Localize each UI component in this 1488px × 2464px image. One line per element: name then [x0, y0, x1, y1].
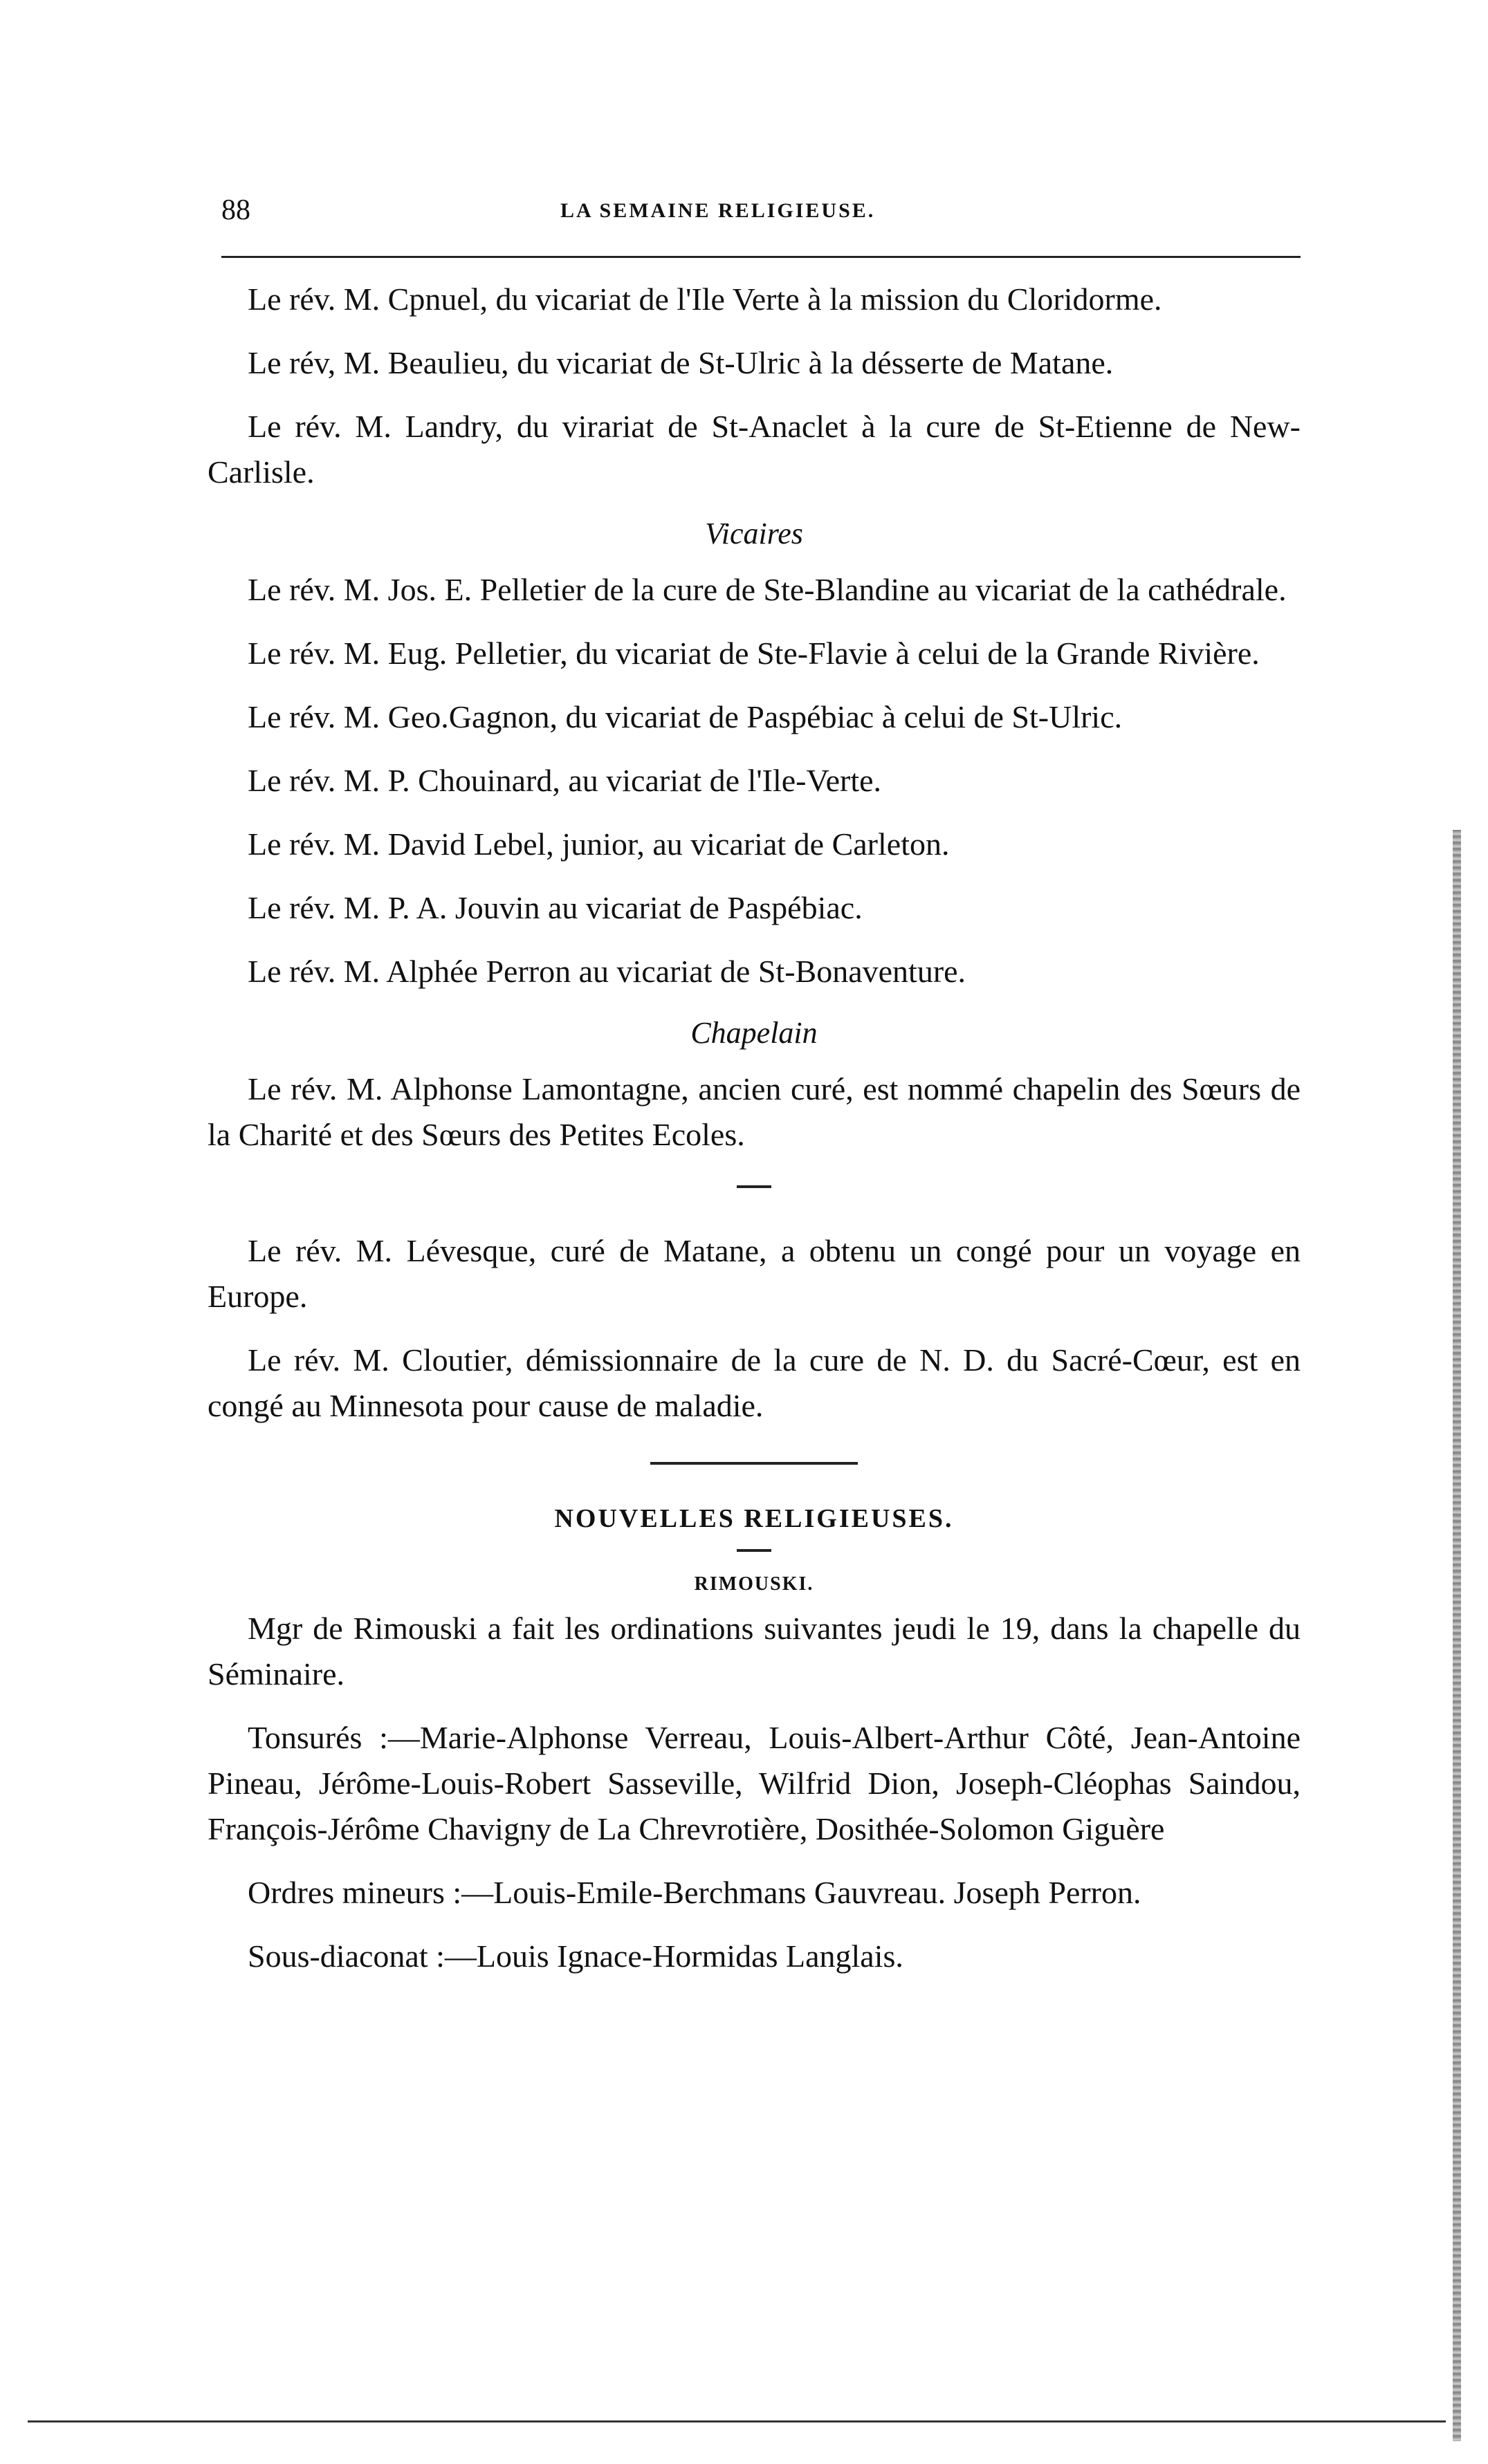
conge-entry: Le rév. M. Cloutier, démissionnaire de la cure de N. D. du Sacré-Cœur, est en congé au Minnesota pour cause de maladie. — [208, 1342, 1301, 1423]
conge-entry: Le rév. M. Lévesque, curé de Matane, a obtenu un congé pour un voyage en Europe. — [208, 1233, 1301, 1314]
page-number: 88 — [221, 194, 250, 226]
section-divider-long — [650, 1462, 858, 1465]
section-divider — [737, 1185, 771, 1188]
nouvelles-entry: Mgr de Rimouski a fait les ordinations suivantes jeudi le 19, dans la chapelle du Séminaire. — [208, 1611, 1301, 1692]
section-heading-vicaires: Vicaires — [705, 517, 803, 550]
vicaire-entry: Le rév. M. P. Chouinard, au vicariat de l'Ile-Verte. — [248, 763, 882, 798]
section-heading-nouvelles: NOUVELLES RELIGIEUSES. — [554, 1504, 954, 1533]
appointment-entry: Le rév. M. Landry, du virariat de St-Anaclet à la cure de St-Etienne de New-Carlisle. — [208, 409, 1301, 490]
nouvelles-entry: Tonsurés :—Marie-Alphonse Verreau, Louis-Albert-Arthur Côté, Jean-Antoine Pineau, Jérôme-Louis-Robert Sasseville, Wilfrid Dion, Joseph-Cléophas Saindou, François-Jérôme Chavigny de La Chrevrotière, Dosithée-Solomon Giguère — [208, 1720, 1301, 1846]
subheading-rimouski: RIMOUSKI. — [694, 1573, 814, 1595]
nouvelles-entry: Sous-diaconat :—Louis Ignace-Hormidas Langlais. — [248, 1938, 903, 1974]
page-edge-shadow — [1453, 830, 1461, 2441]
heading-divider — [737, 1549, 771, 1552]
vicaire-entry: Le rév. M. David Lebel, junior, au vicariat de Carleton. — [248, 826, 950, 862]
running-title: LA SEMAINE RELIGIEUSE. — [560, 199, 876, 222]
page-header — [221, 194, 1301, 235]
vicaire-entry: Le rév. M. Geo.Gagnon, du vicariat de Paspébiac à celui de St-Ulric. — [248, 699, 1123, 734]
bottom-edge-line — [28, 2420, 1446, 2423]
vicaire-entry: Le rév. M. P. A. Jouvin au vicariat de Paspébiac. — [248, 890, 863, 925]
header-rule — [221, 256, 1301, 258]
page-content — [208, 277, 1301, 1997]
appointment-entry: Le rév. M. Cpnuel, du vicariat de l'Ile Verte à la mission du Cloridorme. — [248, 281, 1162, 317]
appointment-entry: Le rév, M. Beaulieu, du vicariat de St-Ulric à la désserte de Matane. — [248, 345, 1114, 380]
vicaire-entry: Le rév. M. Alphée Perron au vicariat de St-Bonaventure. — [248, 954, 966, 989]
vicaire-entry: Le rév. M. Eug. Pelletier, du vicariat de Ste-Flavie à celui de la Grande Rivière. — [248, 636, 1260, 671]
nouvelles-entry: Ordres mineurs :—Louis-Emile-Berchmans Gauvreau. Joseph Perron. — [248, 1875, 1141, 1910]
section-heading-chapelain: Chapelain — [690, 1016, 818, 1050]
vicaire-entry: Le rév. M. Jos. E. Pelletier de la cure de Ste-Blandine au vicariat de la cathédrale. — [248, 572, 1287, 607]
chapelain-entry: Le rév. M. Alphonse Lamontagne, ancien curé, est nommé chapelin des Sœurs de la Charité et des Sœurs des Petites Ecoles. — [208, 1071, 1301, 1152]
